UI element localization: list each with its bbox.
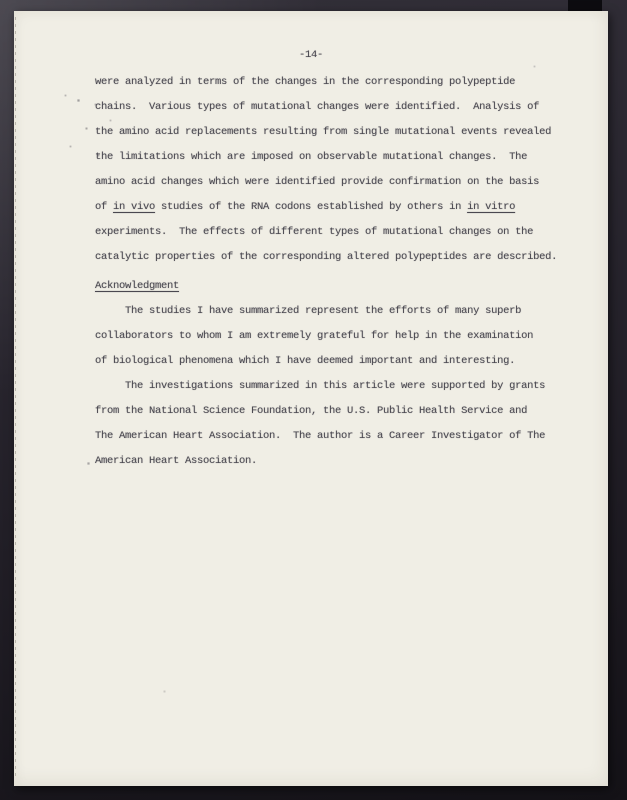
acknowledgment-paragraph-1	[95, 299, 533, 374]
acknowledgment-heading: Acknowledgment	[95, 280, 180, 292]
text-line: American Heart Association.	[95, 455, 258, 467]
text-line: catalytic properties of the corresponding altered polypeptides are described.	[95, 251, 558, 263]
text-line: were analyzed in terms of the changes in the corresponding polypeptide	[95, 76, 516, 88]
text-line: of biological phenomena which I have deemed important and interesting.	[95, 355, 516, 367]
summary-paragraph	[95, 70, 557, 270]
text-line: the limitations which are imposed on observable mutational changes. The	[95, 151, 528, 163]
acknowledgment-paragraph-2	[95, 374, 545, 474]
paper-speckles	[14, 11, 15, 12]
text-line: chains. Various types of mutational changes were identified. Analysis of	[95, 101, 540, 113]
text-line: of in vivo studies of the RNA codons established by others in in vitro	[95, 201, 516, 213]
text-line: amino acid changes which were identified provide confirmation on the basis	[95, 176, 540, 188]
document-page	[14, 11, 608, 786]
text-line: the amino acid replacements resulting from single mutational events revealed	[95, 126, 552, 138]
text-line: The studies I have summarized represent the efforts of many superb	[95, 305, 522, 317]
text-line: The investigations summarized in this article were supported by grants	[95, 380, 546, 392]
text-line: experiments. The effects of different types of mutational changes on the	[95, 226, 534, 238]
page-number: -14-	[298, 49, 323, 61]
text-line: The American Heart Association. The author is a Career Investigator of The	[95, 430, 546, 442]
text-line: from the National Science Foundation, the U.S. Public Health Service and	[95, 405, 528, 417]
text-line: collaborators to whom I am extremely grateful for help in the examination	[95, 330, 534, 342]
